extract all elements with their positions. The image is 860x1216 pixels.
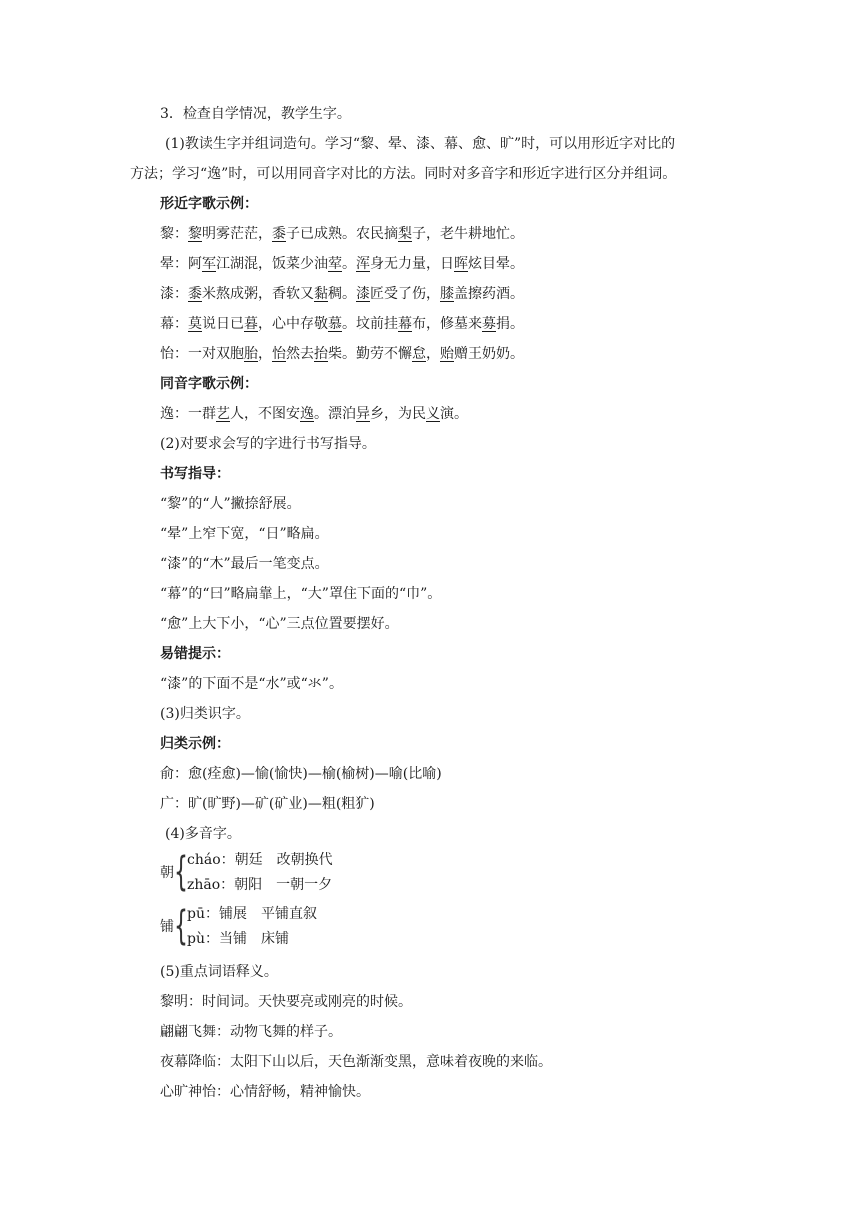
text-segment: 江湖混，饭菜少油	[216, 256, 328, 272]
text-segment: 身无力量，日	[370, 256, 454, 272]
text-segment: 乡，为民	[370, 406, 426, 422]
tongyin-heading: 同音字歌示例：	[160, 376, 258, 392]
underlined-char: 异	[356, 406, 370, 422]
text-segment: 赠王奶奶。	[454, 346, 524, 362]
xingjin-heading: 形近字歌示例：	[160, 196, 258, 212]
underlined-char: 梨	[398, 226, 412, 242]
text-segment: 捐。	[496, 316, 524, 332]
underlined-char: 浑	[356, 256, 370, 272]
duoyin-group-pu	[160, 904, 420, 950]
text-segment: 炫目晕。	[468, 256, 524, 272]
text-segment: 怡：一对双胞	[160, 346, 244, 362]
text-segment: 明雾茫茫，	[202, 226, 272, 242]
brace-icon: {	[174, 903, 188, 949]
section-title: 3．检查自学情况，教学生字。	[160, 106, 351, 122]
underlined-char: 荤	[328, 256, 342, 272]
guilei-heading: 归类示例：	[160, 736, 230, 752]
underlined-char: 募	[482, 316, 496, 332]
duoyin-reading: zhāo：朝阳 一朝一夕	[187, 877, 333, 893]
paragraph-2: (2)对要求会写的字进行书写指导。	[160, 436, 376, 452]
text-segment: ，	[258, 346, 272, 362]
guilei-line: 俞：愈(痊愈)—愉(愉快)—榆(榆树)—喻(比喻)	[160, 766, 442, 782]
ciyu-line: 夜幕降临：太阳下山以后，天色渐渐变黑，意味着夜晚的来临。	[160, 1054, 552, 1070]
brace-icon: {	[174, 849, 188, 895]
underlined-char: 黍	[188, 286, 202, 302]
underlined-char: 怠	[412, 346, 426, 362]
shuxie-line: “漆”的“木”最后一笔变点。	[160, 556, 329, 572]
underlined-char: 幕	[398, 316, 412, 332]
underlined-char: 莫	[188, 316, 202, 332]
shuxie-line: “幕”的“曰”略扁靠上，“大”罩住下面的“巾”。	[160, 586, 442, 602]
text-segment: 。漂泊	[314, 406, 356, 422]
ciyu-line: 黎明：时间词。天快要亮或刚亮的时候。	[160, 994, 412, 1010]
xingjin-line	[160, 224, 524, 244]
text-segment: 演。	[440, 406, 468, 422]
underlined-char: 黏	[314, 286, 328, 302]
shuxie-line: “愈”上大下小，“心”三点位置要摆好。	[160, 616, 399, 632]
xingjin-line	[160, 284, 524, 304]
text-segment: 柴。勤劳不懈	[328, 346, 412, 362]
xingjin-line	[160, 254, 524, 274]
xingjin-line	[160, 344, 524, 364]
duoyin-reading: pū：铺展 平铺直叙	[187, 906, 317, 922]
text-segment: 然去	[286, 346, 314, 362]
xingjin-line	[160, 314, 524, 334]
underlined-char: 晖	[454, 256, 468, 272]
guilei-line: 广：旷(旷野)—矿(矿业)—粗(粗犷)	[160, 796, 375, 812]
underlined-char: 暮	[244, 316, 258, 332]
yicuo-heading: 易错提示：	[160, 646, 230, 662]
text-segment: 黎：	[160, 226, 188, 242]
text-segment: ，心中存敬	[258, 316, 328, 332]
text-segment: 人，不图安	[230, 406, 300, 422]
text-segment: 漆：	[160, 286, 188, 302]
duoyin-group-chao	[160, 850, 420, 896]
underlined-char: 黎	[188, 226, 202, 242]
yicuo-text: “漆”的下面不是“水”或“氺”。	[160, 676, 343, 692]
underlined-char: 黍	[272, 226, 286, 242]
paragraph-3: (3)归类识字。	[160, 706, 250, 722]
paragraph-4: (4)多音字。	[165, 826, 241, 842]
duoyin-reading: pù：当铺 床铺	[187, 931, 289, 947]
underlined-char: 慕	[328, 316, 342, 332]
duoyin-char: 铺	[160, 919, 174, 935]
tongyin-line	[160, 404, 468, 424]
underlined-char: 逸	[300, 406, 314, 422]
shuxie-heading: 书写指导：	[160, 466, 230, 482]
underlined-char: 义	[426, 406, 440, 422]
duoyin-char: 朝	[160, 865, 174, 881]
underlined-char: 贻	[440, 346, 454, 362]
underlined-char: 艺	[216, 406, 230, 422]
text-segment: 说日已	[202, 316, 244, 332]
ciyu-line: 心旷神怡：心情舒畅，精神愉快。	[160, 1084, 370, 1100]
text-segment: 子，老牛耕地忙。	[412, 226, 524, 242]
underlined-char: 漆	[356, 286, 370, 302]
text-segment: ，	[426, 346, 440, 362]
duoyin-reading: cháo：朝廷 改朝换代	[187, 852, 333, 868]
text-segment: 米熬成粥，香软又	[202, 286, 314, 302]
underlined-char: 膝	[440, 286, 454, 302]
text-segment: 布，修墓来	[412, 316, 482, 332]
underlined-char: 怡	[272, 346, 286, 362]
text-segment: 稠。	[328, 286, 356, 302]
underlined-char: 抬	[314, 346, 328, 362]
shuxie-line: “黎”的“人”撇捺舒展。	[160, 496, 301, 512]
ciyu-line: 翩翩飞舞：动物飞舞的样子。	[160, 1024, 342, 1040]
text-segment: 子已成熟。农民摘	[286, 226, 398, 242]
text-segment: 匠受了伤，	[370, 286, 440, 302]
paragraph-5: (5)重点词语释义。	[160, 964, 278, 980]
text-segment: 幕：	[160, 316, 188, 332]
text-segment: 盖擦药酒。	[454, 286, 524, 302]
text-segment: 逸：一群	[160, 406, 216, 422]
text-segment: 晕：阿	[160, 256, 202, 272]
underlined-char: 军	[202, 256, 216, 272]
text-segment: 。	[342, 256, 356, 272]
text-segment: 。坟前挂	[342, 316, 398, 332]
shuxie-line: “晕”上窄下宽，“日”略扁。	[160, 526, 329, 542]
paragraph-1-line-1: (1)教读生字并组词造句。学习“黎、晕、漆、幕、愈、旷”时，可以用形近字对比的	[165, 136, 676, 152]
paragraph-1-line-2: 方法；学习“逸”时，可以用同音字对比的方法。同时对多音字和形近字进行区分并组词。	[130, 166, 677, 182]
underlined-char: 胎	[244, 346, 258, 362]
